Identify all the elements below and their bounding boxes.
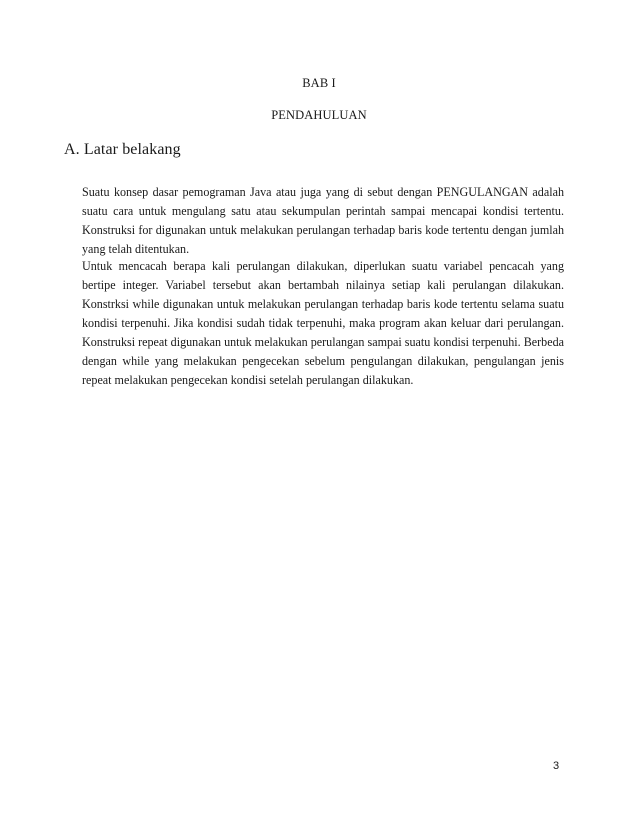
chapter-number: BAB I (302, 76, 336, 90)
chapter-title: PENDAHULUAN (271, 108, 367, 122)
body-paragraph-2: Untuk mencacah berapa kali perulangan dilakukan, diperlukan suatu variabel pencacah yang bertipe integer. Variabel tersebut akan bertambah nilainya setiap kali perulangan dilakukan. Konstrksi while digunakan untuk melakukan perulangan terhadap baris kode tertentu selama suatu kondisi terpenuhi. Jika kondisi sudah tidak terpenuhi, maka program akan keluar dari perulangan. Konstruksi repeat digunakan untuk melakukan perulangan sampai suatu kondisi terpenuhi. Berbeda dengan while yang melakukan pengecekan sebelum pengulangan dilakukan, pengulangan jenis repeat melakukan pengecekan kondisi setelah perulangan dilakukan. (82, 259, 564, 388)
body-paragraph-1: Suatu konsep dasar pemograman Java atau juga yang di sebut dengan PENGULANGAN adalah suatu cara untuk mengulang satu atau sekumpulan perintah sampai mencapai kondisi tertentu. Konstruksi for digunakan untuk melakukan perulangan terhadap baris kode tertentu dengan jumlah yang telah ditentukan. (82, 185, 564, 257)
page-number: 3 (553, 760, 560, 772)
section-heading: A. Latar belakang (64, 141, 181, 158)
